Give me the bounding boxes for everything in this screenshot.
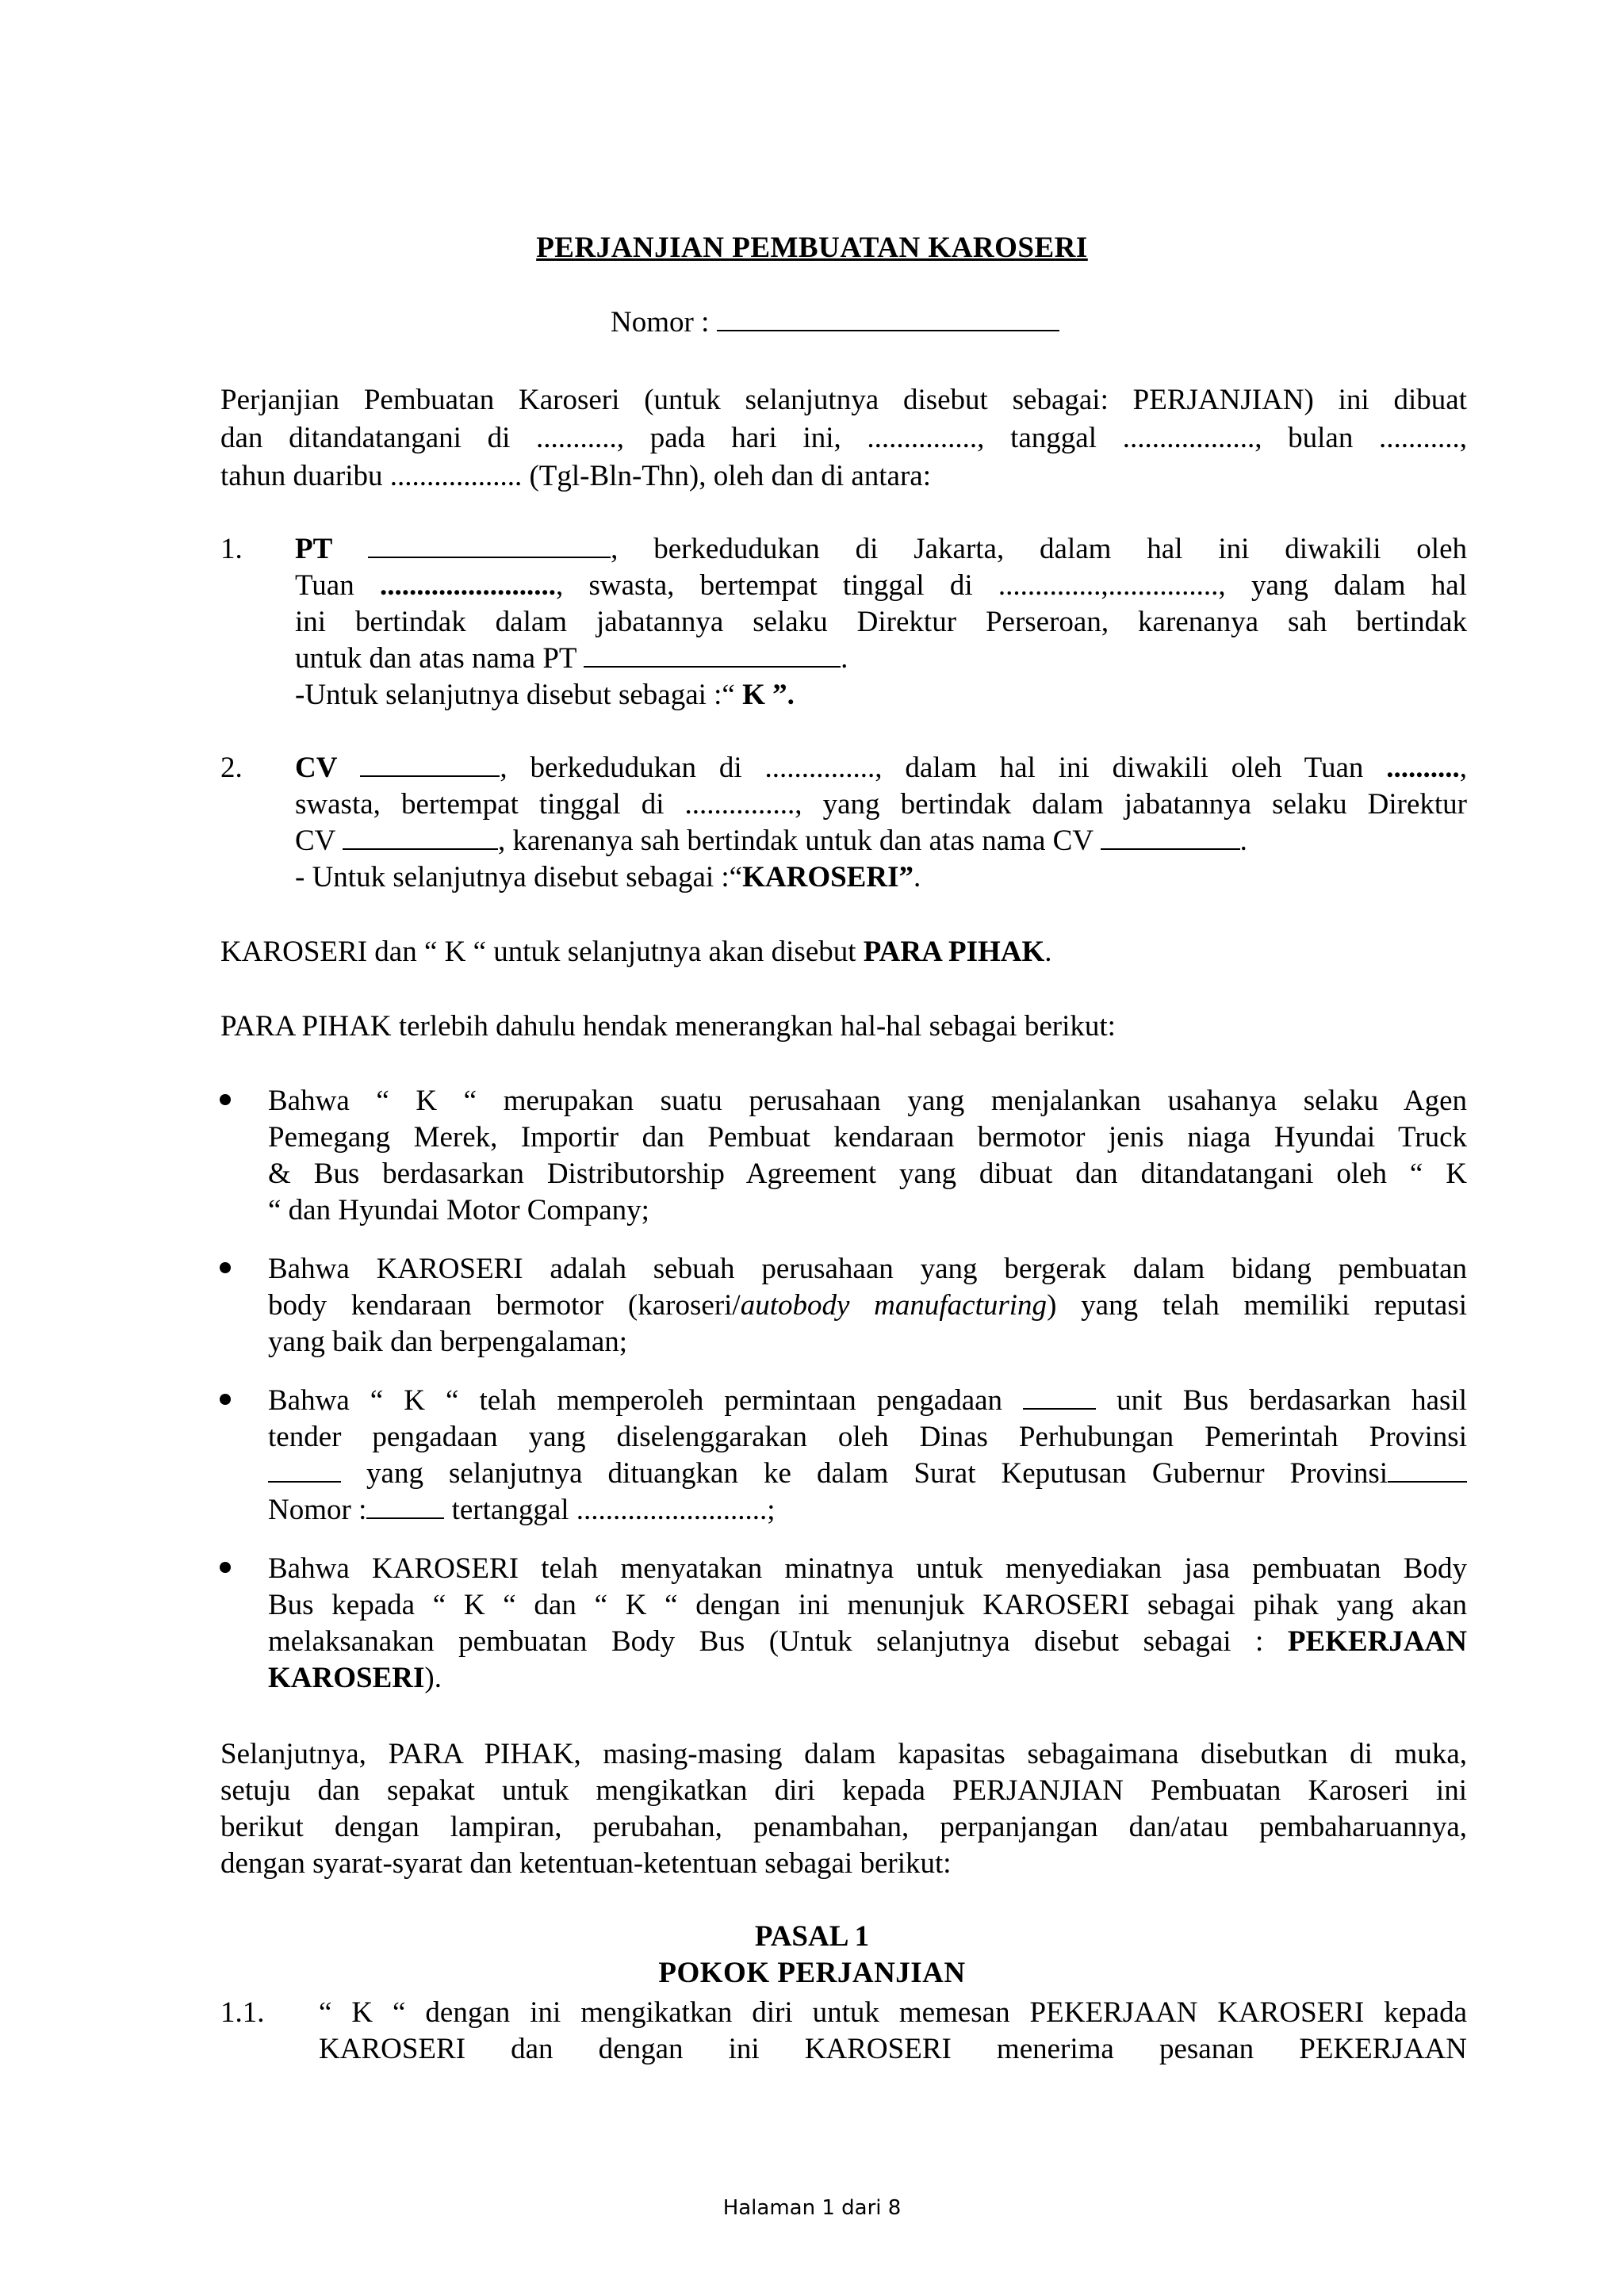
party2-line-3-end: . <box>1239 825 1247 857</box>
party1-line-3: ini bertindak dalam jabatannya selaku Direktur Perseroan, karenanya sah bertindak <box>295 606 1467 638</box>
bullet-3-province-blank <box>268 1457 341 1483</box>
party1-alias: K <box>742 679 765 711</box>
party2-cv-blank <box>360 752 500 777</box>
party2-cv-blank-3 <box>1101 825 1240 850</box>
para-pihak-term: PARA PIHAK <box>863 936 1045 968</box>
para-pihak-end: . <box>1044 936 1052 968</box>
bullet-3-line-1 <box>268 1383 1467 1419</box>
bullet-dot-1 <box>220 1094 231 1105</box>
party1-alias-label: -Untuk selanjutnya disebut sebagai :“ <box>295 679 735 711</box>
selanjutnya-line-2: setuju dan sepakat untuk mengikatkan diri kepada PERJANJIAN Pembuatan Karoseri ini <box>220 1774 1467 1807</box>
bullet-1-line-4: “ dan Hyundai Motor Company; <box>268 1194 649 1226</box>
bullet-1-line-3: & Bus berdasarkan Distributorship Agreement yang dibuat dan ditandatangani oleh “ K <box>268 1158 1467 1190</box>
nomor-line <box>611 304 1059 341</box>
nomor-label: Nomor : <box>611 306 710 339</box>
bullet-3-nomor-blank <box>366 1494 444 1519</box>
party1-line-4 <box>295 641 1467 677</box>
bullet-4-term-b: KAROSERI <box>268 1662 425 1694</box>
party1-line-1-text: , berkedudukan di Jakarta, dalam hal ini diwakili oleh <box>611 533 1467 565</box>
party2-tuan-dots: .......... <box>1386 752 1460 784</box>
party2-alias: KAROSERI” <box>742 861 914 894</box>
bullet-2-text-a: body kendaraan bermotor (karoseri/ <box>268 1289 741 1322</box>
bullet-dot-3 <box>220 1394 231 1405</box>
bullet-3-unit-blank <box>1023 1384 1096 1410</box>
party2-cv: CV <box>295 752 338 784</box>
bullet-2-line-2 <box>268 1288 1467 1324</box>
party1-line-4-text: untuk dan atas nama PT <box>295 642 576 675</box>
menerangkan-line: PARA PIHAK terlebih dahulu hendak menerangkan hal-hal sebagai berikut: <box>220 1010 1116 1043</box>
selanjutnya-line-3: berikut dengan lampiran, perubahan, penambahan, perpanjangan dan/atau pembaharuannya, <box>220 1811 1467 1843</box>
party1-tuan: Tuan <box>295 569 354 602</box>
intro-line-1: Perjanjian Pembuatan Karoseri (untuk selanjutnya disebut sebagai: PERJANJIAN) ini dibuat <box>220 384 1467 416</box>
selanjutnya-line-1: Selanjutnya, PARA PIHAK, masing-masing dalam kapasitas sebagaimana disebutkan di muka, <box>220 1738 1467 1770</box>
party2-line-3-text: , karenanya sah bertindak untuk dan atas nama CV <box>497 825 1094 857</box>
bullet-2-line-1: Bahwa KAROSERI adalah sebuah perusahaan yang bergerak dalam bidang pembuatan <box>268 1253 1467 1285</box>
bullet-2-line-3: yang baik dan berpengalaman; <box>268 1326 628 1358</box>
bullet-3-line-3-text: yang selanjutnya dituangkan ke dalam Surat Keputusan Gubernur Provinsi <box>366 1457 1388 1490</box>
bullet-3-gubernur-blank <box>1388 1457 1467 1483</box>
party2-cv-blank-2 <box>343 825 498 850</box>
bullet-3-line-2: tender pengadaan yang diselenggarakan oleh Dinas Perhubungan Pemerintah Provinsi <box>268 1421 1467 1453</box>
party1-number: 1. <box>220 533 243 565</box>
party1-line-1 <box>295 531 1467 568</box>
para-pihak-text: KAROSERI dan “ K “ untuk selanjutnya akan disebut <box>220 936 856 968</box>
party1-line-2-text: , swasta, bertempat tinggal di ..............,..............., yang dalam hal <box>556 569 1468 602</box>
bullet-3-tertanggal: tertanggal ..........................; <box>451 1494 776 1526</box>
party1-line-4-end: . <box>841 642 848 675</box>
bullet-3-line-4 <box>268 1492 1467 1529</box>
bullet-4-end: ). <box>424 1662 442 1694</box>
intro-line-2: dan ditandatangani di ..........., pada hari ini, ..............., tanggal .................., bulan ..........., <box>220 422 1467 454</box>
bullet-dot-2 <box>220 1262 231 1273</box>
bullet-1-line-1: Bahwa “ K “ merupakan suatu perusahaan yang menjalankan usahanya selaku Agen <box>268 1085 1467 1117</box>
para-pihak-definition <box>220 934 1467 970</box>
bullet-3-text-a: Bahwa “ K “ telah memperoleh permintaan pengadaan <box>268 1384 1003 1417</box>
bullet-4-term-a: PEKERJAAN <box>1287 1625 1467 1658</box>
party2-line-4 <box>295 859 1467 896</box>
clause-line-1: “ K “ dengan ini mengikatkan diri untuk memesan PEKERJAAN KAROSERI kepada <box>319 1996 1467 2029</box>
pasal-number: PASAL 1 <box>754 1920 870 1953</box>
party2-line-1 <box>295 750 1467 786</box>
nomor-blank <box>717 306 1059 331</box>
bullet-4-line-2: Bus kepada “ K “ dan “ K “ dengan ini menunjuk KAROSERI sebagai pihak yang akan <box>268 1589 1467 1621</box>
party2-cv-2: CV <box>295 825 335 857</box>
party1-alias-end: ”. <box>772 679 795 711</box>
bullet-dot-4 <box>220 1562 231 1573</box>
intro-line-3: tahun duaribu .................. (Tgl-Bln-Thn), oleh dan di antara: <box>220 460 932 492</box>
party2-alias-end: . <box>914 861 921 894</box>
bullet-4-line-1: Bahwa KAROSERI telah menyatakan minatnya untuk menyediakan jasa pembuatan Body <box>268 1552 1467 1585</box>
bullet-2-text-b: ) yang telah memiliki reputasi <box>1047 1289 1467 1322</box>
party1-tuan-dots: ........................ <box>380 569 556 602</box>
document-title: PERJANJIAN PEMBUATAN KAROSERI <box>536 232 1088 264</box>
party2-alias-label: - Untuk selanjutnya disebut sebagai :“ <box>295 861 743 894</box>
party1-line-2 <box>295 568 1467 604</box>
bullet-4-line-4 <box>268 1660 1467 1697</box>
bullet-3-nomor: Nomor : <box>268 1494 367 1526</box>
clause-number: 1.1. <box>220 1996 265 2029</box>
party2-line-3 <box>295 823 1467 859</box>
party1-line-5 <box>295 677 1467 714</box>
pasal-title: POKOK PERJANJIAN <box>658 1957 966 1989</box>
party2-number: 2. <box>220 752 243 784</box>
selanjutnya-line-4: dengan syarat-syarat dan ketentuan-ketentuan sebagai berikut: <box>220 1847 952 1880</box>
bullet-1-line-2: Pemegang Merek, Importir dan Pembuat kendaraan bermotor jenis niaga Hyundai Truck <box>268 1121 1467 1154</box>
bullet-4-line-3 <box>268 1624 1467 1660</box>
clause-line-2: KAROSERI dan dengan ini KAROSERI menerima pesanan PEKERJAAN <box>319 2033 1467 2065</box>
party1-pt: PT <box>295 533 333 565</box>
page-footer: Halaman 1 dari 8 <box>722 2196 902 2220</box>
party2-line-1-end: , <box>1459 752 1468 784</box>
party1-pt-blank-2 <box>584 642 841 668</box>
bullet-3-text-b: unit Bus berdasarkan hasil <box>1116 1384 1468 1417</box>
party2-line-2: swasta, bertempat tinggal di ..............., yang bertindak dalam jabatannya selaku Direktur <box>295 788 1467 821</box>
party1-pt-blank <box>368 533 611 558</box>
bullet-3-line-3 <box>268 1456 1467 1492</box>
bullet-4-text-a: melaksanakan pembuatan Body Bus (Untuk selanjutnya disebut sebagai : <box>268 1625 1264 1658</box>
party2-line-1-text: , berkedudukan di ..............., dalam hal ini diwakili oleh Tuan <box>500 752 1364 784</box>
bullet-2-italic: autobody manufacturing <box>740 1289 1048 1322</box>
